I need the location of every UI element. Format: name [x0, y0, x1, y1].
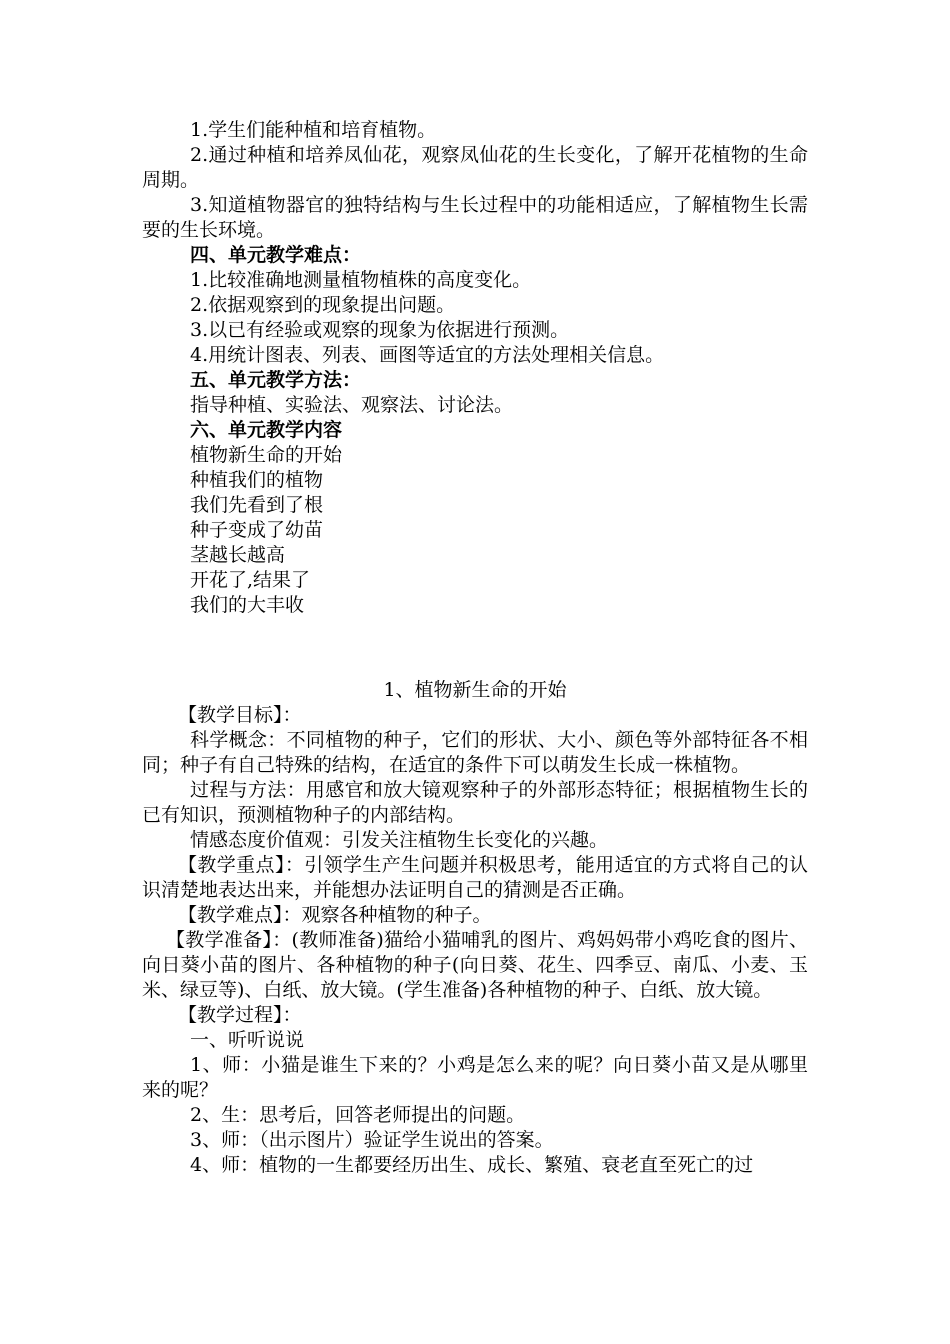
- difficulty-item-2: 2.依据观察到的现象提出问题。: [190, 294, 456, 316]
- process-method: 过程与方法：用感官和放大镜观察种子的外部形态特征；根据植物生长的已有知识，预测植物种子的内部结构。: [142, 779, 808, 826]
- goal-item-2: 2.通过种植和培养凤仙花，观察凤仙花的生长变化，了解开花植物的生命周期。: [142, 144, 808, 191]
- teaching-difficulty: 【教学难点】：观察各种植物的种子。: [178, 904, 492, 926]
- content-item-4: 种子变成了幼苗: [190, 519, 324, 541]
- section-listen-speak: 一、听听说说: [190, 1029, 305, 1051]
- procedure-label: 【教学过程】：: [178, 1004, 302, 1026]
- procedure-step-3: 3、师：（出示图片）验证学生说出的答案。: [190, 1129, 554, 1151]
- science-concept: 科学概念：不同植物的种子，它们的形状、大小、颜色等外部特征各不相同；种子有自己特殊的结构，在适宜的条件下可以萌发生长成一株植物。: [142, 729, 808, 776]
- content-item-2: 种植我们的植物: [190, 469, 324, 491]
- content-item-5: 茎越长越高: [190, 544, 286, 566]
- lesson-title: 1、植物新生命的开始: [383, 679, 567, 701]
- content-item-3: 我们先看到了根: [190, 494, 324, 516]
- difficulties-heading: 四、单元教学难点：: [190, 244, 362, 266]
- methods-heading: 五、单元教学方法：: [190, 369, 362, 391]
- content-item-1: 植物新生命的开始: [190, 444, 343, 466]
- goal-item-3: 3.知道植物器官的独特结构与生长过程中的功能相适应，了解植物生长需要的生长环境。: [142, 194, 808, 241]
- procedure-step-2: 2、生：思考后，回答老师提出的问题。: [190, 1104, 526, 1126]
- difficulty-item-4: 4.用统计图表、列表、画图等适宜的方法处理相关信息。: [190, 344, 665, 366]
- objectives-label: 【教学目标】：: [178, 704, 302, 726]
- contents-heading: 六、单元教学内容: [190, 419, 343, 441]
- procedure-step-4: 4、师：植物的一生都要经历出生、成长、繁殖、衰老直至死亡的过: [190, 1154, 754, 1176]
- key-point: 【教学重点】：引领学生产生问题并积极思考，能用适宜的方式将自己的认识清楚地表达出来，并能想办法证明自己的猜测是否正确。: [142, 854, 808, 901]
- difficulty-item-3: 3.以已有经验或观察的现象为依据进行预测。: [190, 319, 570, 341]
- procedure-step-1: 1、师：小猫是谁生下来的？小鸡是怎么来的呢？向日葵小苗又是从哪里来的呢？: [142, 1054, 808, 1101]
- document-page: [142, 118, 808, 1178]
- attitude-value: 情感态度价值观：引发关注植物生长变化的兴趣。: [190, 829, 609, 851]
- difficulty-item-1: 1.比较准确地测量植物植株的高度变化。: [190, 269, 532, 291]
- methods-text: 指导种植、实验法、观察法、讨论法。: [190, 394, 514, 416]
- content-item-6: 开花了,结果了: [190, 569, 311, 591]
- teaching-preparation: 【教学准备】：(教师准备)猫给小猫哺乳的图片、鸡妈妈带小鸡吃食的图片、向日葵小苗的图片、各种植物的种子(向日葵、花生、四季豆、南瓜、小麦、玉米、绿豆等)、白纸、放大镜。(学生准备)各种植物的种子、白纸、放大镜。: [142, 929, 808, 1001]
- content-item-7: 我们的大丰收: [190, 594, 305, 616]
- goal-item-1: 1.学生们能种植和培育植物。: [190, 119, 437, 141]
